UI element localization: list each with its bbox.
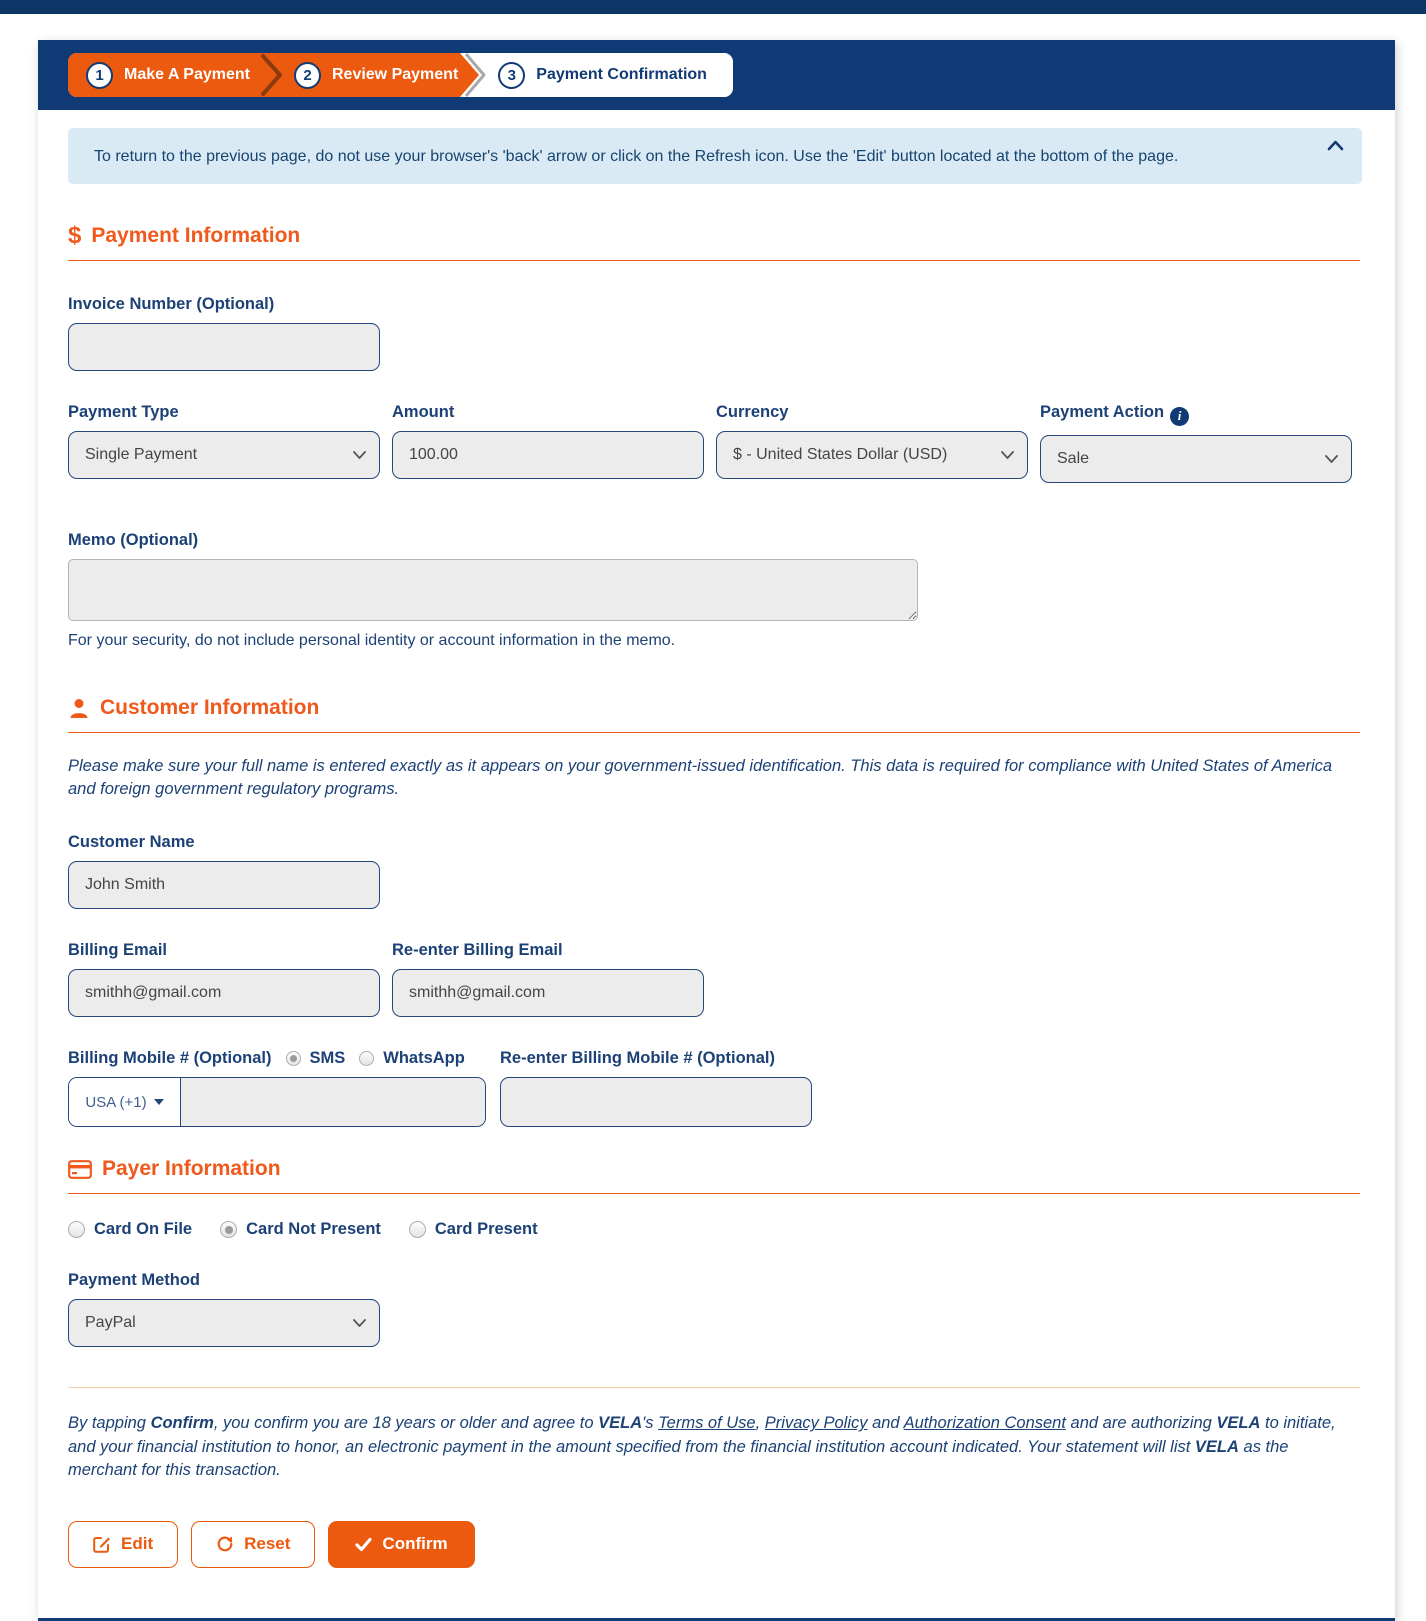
billing-email-label: Billing Email [68,941,168,960]
confirm-button-label: Confirm [382,1534,448,1554]
step-1-number: 1 [86,62,113,89]
banner-text: To return to the previous page, do not use your browser's 'back' arrow or click on the Refresh icon. Use the 'Edit' button located at the bottom of the page. [94,148,1179,165]
confirm-button[interactable] [328,1521,474,1568]
sms-radio[interactable] [286,1049,346,1068]
memo-security-note: For your security, do not include personal identity or account information in the memo. [68,631,676,649]
memo-label: Memo (Optional) [68,530,199,549]
customer-name-input[interactable] [68,861,380,909]
payment-method-select[interactable] [68,1299,380,1347]
credit-card-icon [68,1160,92,1179]
memo-textarea[interactable] [68,559,918,621]
payer-information-title: Payer Information [102,1157,281,1181]
check-icon [355,1537,372,1552]
card-present-label: Card Present [434,1220,538,1239]
payment-type-select[interactable] [68,431,380,479]
reset-button-label: Reset [244,1534,291,1554]
country-code-select[interactable] [69,1078,181,1126]
card-on-file-radio[interactable] [68,1220,192,1239]
step-1-label: Make A Payment [124,66,250,83]
payment-review-card [38,40,1395,1621]
reset-icon [216,1535,234,1553]
reenter-billing-mobile-label: Re-enter Billing Mobile # (Optional) [500,1049,776,1068]
card-present-radio[interactable] [409,1220,538,1239]
whatsapp-radio-label: WhatsApp [383,1049,465,1068]
payment-method-label: Payment Method [68,1271,201,1290]
customer-information-title: Customer Information [100,695,320,719]
billing-mobile-input[interactable] [181,1078,485,1126]
payment-information-title: Payment Information [91,224,301,247]
confirmation-legal-text: By tapping Confirm, you confirm you are 18 years or older and agree to VELA's Terms of Use, Privacy Policy and Authorization Consent and are authorizing VELA to initiate, and your financial institution to honor, an electronic payment in the amount specified from the financial institution account indicated. Your statement will list VELA as the merchant for this transaction. [68,1414,1336,1480]
step-make-a-payment[interactable] [68,53,256,97]
customer-information-heading [68,696,1360,733]
card-not-present-radio-circle [220,1221,237,1238]
billing-mobile-label: Billing Mobile # (Optional) [68,1049,272,1068]
whatsapp-radio-circle [359,1051,374,1066]
payer-information-heading [68,1157,1360,1194]
amount-label: Amount [392,403,455,421]
card-not-present-radio[interactable] [220,1220,381,1239]
payment-action-select[interactable] [1040,435,1352,483]
card-header [38,40,1395,110]
reenter-billing-mobile-input[interactable] [500,1077,812,1127]
chevron-down-icon [353,451,366,459]
stepper-chevron-separator-icon [256,53,286,97]
sms-radio-circle [286,1051,301,1066]
payment-type-value: Single Payment [85,446,198,463]
whatsapp-radio[interactable] [359,1049,465,1068]
reset-button[interactable] [191,1521,315,1568]
info-icon[interactable]: i [1170,407,1189,426]
chevron-down-icon [353,1319,366,1327]
card-not-present-label: Card Not Present [246,1220,381,1239]
customer-name-label: Customer Name [68,833,195,852]
country-code-value: USA (+1) [85,1093,147,1111]
payment-method-value: PayPal [85,1314,136,1332]
step-2-label: Review Payment [331,66,459,83]
section-divider [68,1387,1360,1388]
step-2-number: 2 [294,62,321,89]
currency-label: Currency [716,403,789,421]
currency-value: $ - United States Dollar (USD) [733,446,948,463]
reenter-billing-email-input[interactable] [392,969,704,1017]
invoice-number-input[interactable] [68,323,380,371]
step-payment-confirmation[interactable] [488,53,733,97]
progress-stepper [68,53,733,97]
payment-action-label: Payment Action i [1040,403,1352,426]
privacy-policy-link[interactable]: Privacy Policy [764,1414,868,1433]
step-3-number: 3 [498,62,525,89]
payment-action-value: Sale [1057,449,1090,467]
invoice-number-label: Invoice Number (Optional) [68,295,275,313]
step-review-payment[interactable] [286,53,460,97]
person-icon [68,697,90,719]
sms-radio-label: SMS [309,1049,346,1068]
step-3-label: Payment Confirmation [536,66,707,83]
card-on-file-radio-circle [68,1221,85,1238]
edit-button[interactable] [68,1521,178,1568]
terms-of-use-link[interactable]: Terms of Use [658,1414,756,1433]
authorization-consent-link[interactable]: Authorization Consent [903,1414,1066,1433]
caret-down-icon [154,1099,164,1105]
payment-type-label: Payment Type [68,403,179,421]
dollar-icon: $ [68,222,82,249]
amount-input[interactable] [392,431,704,479]
edit-icon [93,1535,111,1553]
reenter-billing-email-label: Re-enter Billing Email [392,941,563,960]
billing-email-input[interactable] [68,969,380,1017]
edit-button-label: Edit [121,1534,154,1554]
payment-information-heading [68,224,1360,261]
chevron-down-icon [1325,455,1338,463]
currency-select[interactable] [716,431,1028,479]
chevron-down-icon [1001,451,1014,459]
billing-mobile-group [68,1077,486,1127]
chevron-up-icon [1327,140,1344,151]
top-bar [0,0,1426,14]
card-on-file-label: Card On File [94,1220,193,1239]
compliance-notice: Please make sure your full name is entered exactly as it appears on your government-issued identification. This data is required for compliance with United States of America and foreign government regulatory programs. [68,756,1333,798]
stepper-arrow-separator-icon [460,53,488,97]
card-present-radio-circle [409,1221,426,1238]
banner-collapse-button[interactable] [1327,140,1344,151]
navigation-warning-banner [68,128,1362,184]
